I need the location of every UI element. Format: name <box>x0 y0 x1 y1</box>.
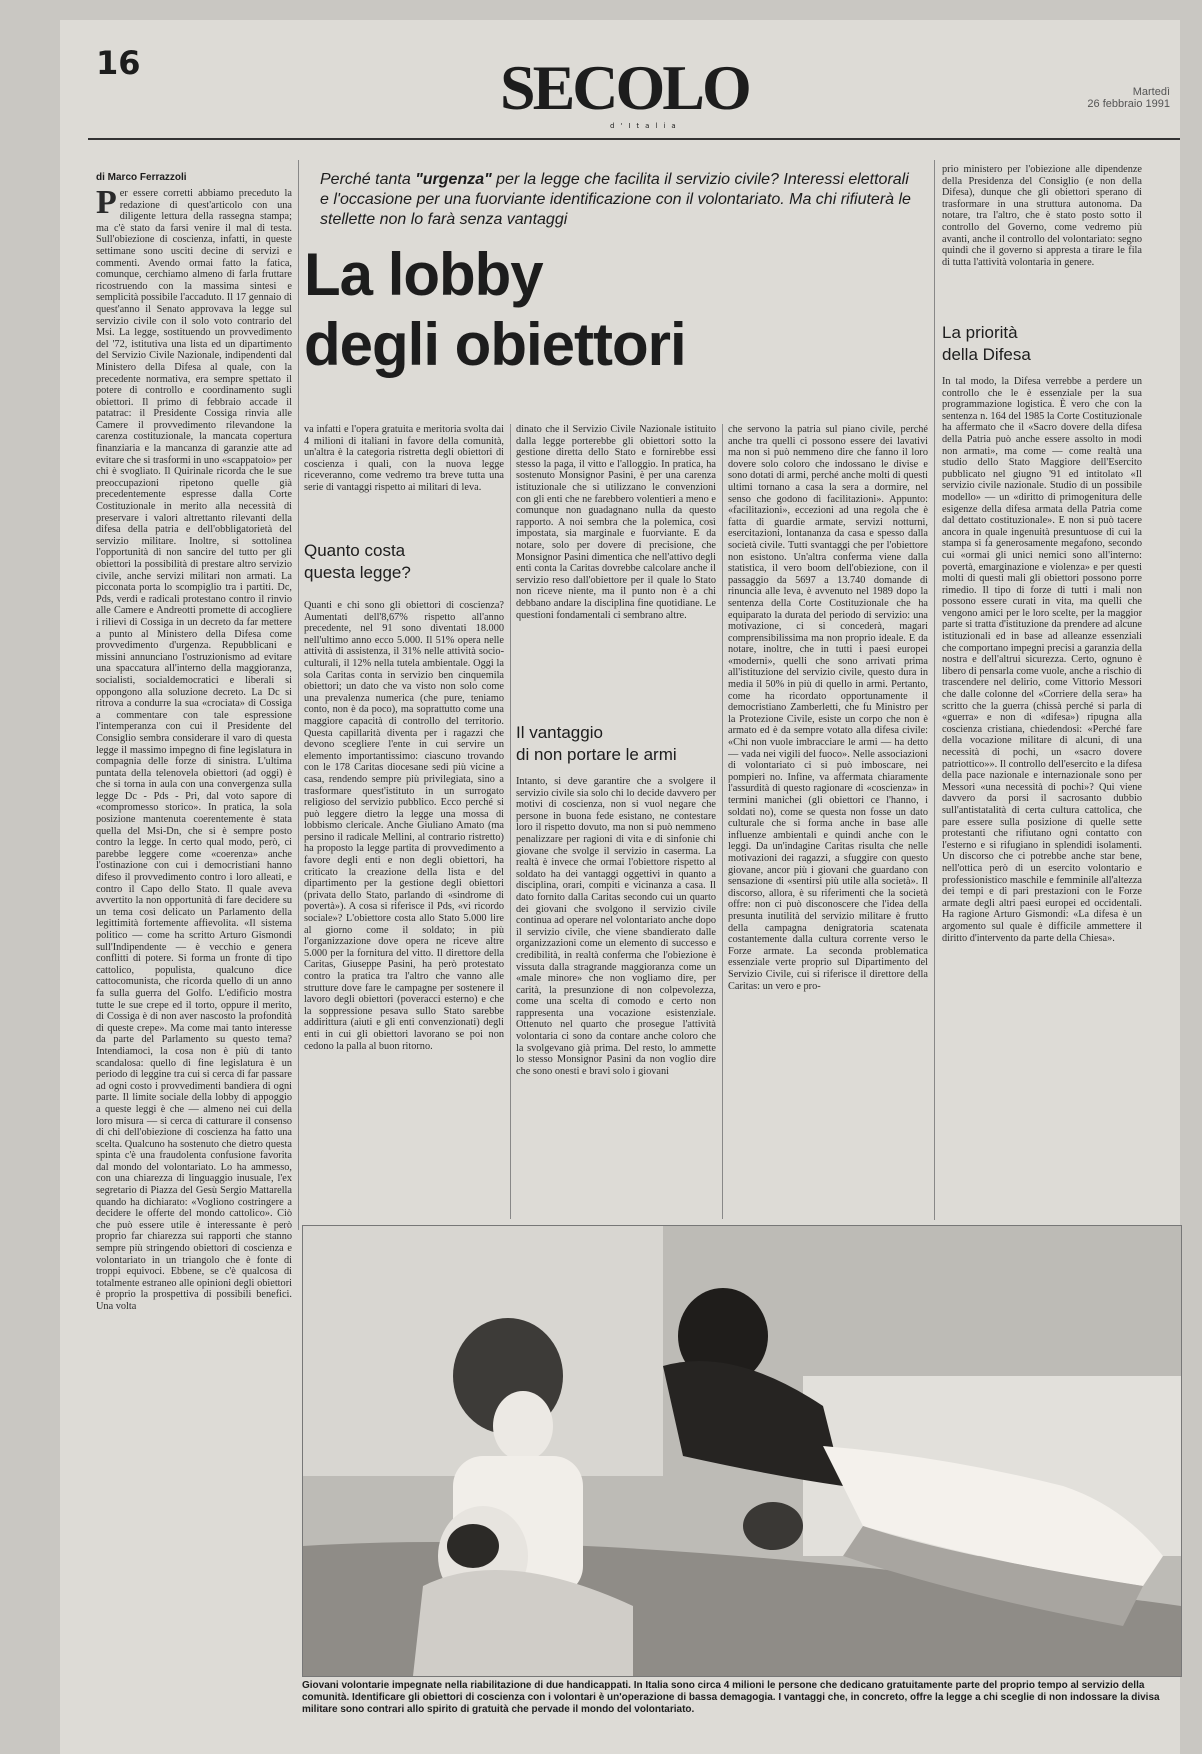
page-number: 16 <box>96 44 141 82</box>
article-column-5a: prio ministero per l'obiezione alle dipendenze della Presidenza del Consiglio (e non della Difesa), dunque che gli obiettori sperano di trasformare in una struttura autonoma. Da notare, tra l'altro, che è stato posto sotto il controllo del Governo, come vedremo più avanti, anche il controllo del volontariato: segno quindi che il governo si appresta a tirare le fila di tutta l'attività volontaria in genere. <box>942 164 1142 268</box>
article-column-3b: Intanto, si deve garantire che a svolgere il servizio civile sia solo chi lo decide davvero per motivi di coscienza, non si vuol negare che persone in buona fede esistano, ne contestare loro il rispetto dovuto, ma non si può nemmeno penalizzare per ragioni di vita e di sinfonie chi giovane che svolge il servizio in caserma. La realtà è invece che ormai l'obiettore rispetto al soldato ha dei vantaggi oggettivi in quanto a disciplina, orari, compiti e vicinanza a casa. Il dato fornito dalla Caritas secondo cui un quarto dei giovani che svolgono il servizio civile continua ad operare nel volontariato anche dopo il servizio civile, che viene sbandierato dalle organizzazioni come un elemento di successo e credibilità, in realtà conferma che l'obiezione è vissuta dalla stragrande maggioranza come un «male minore» che non vogliamo dire, per carità, la presunzione di non colpevolezza, come una scelta di comodo e certo non rappresenta una vocazione esistenziale. Ottenuto nel quarto che prosegue l'attività volontaria ci sono da contare anche coloro che la svolgevano già prima. Del resto, lo ammette lo stesso Monsignor Pasini da non voglio dire che sono onesti e bravi solo i giovani <box>516 776 716 1077</box>
subhead-priority-line-2: della Difesa <box>942 345 1031 364</box>
subhead-priority <box>942 322 1142 366</box>
subhead-advantage <box>516 722 726 766</box>
subhead-advantage-line-2: di non portare le armi <box>516 745 677 764</box>
deck-emphasis: "urgenza" <box>415 171 492 188</box>
drop-cap: P <box>96 188 117 221</box>
subhead-cost <box>304 540 504 584</box>
date-weekday: Martedì <box>1132 86 1170 98</box>
article-column-1 <box>96 188 292 1728</box>
column-divider <box>510 424 511 1219</box>
subhead-advantage-line-1: Il vantaggio <box>516 723 603 742</box>
headline-line-1: La lobby <box>304 241 543 308</box>
byline: di Marco Ferrazzoli <box>96 172 187 183</box>
article-deck <box>320 170 920 230</box>
column-1-text: er essere corretti abbiamo preceduto la redazione di quest'articolo con una diligente lettura della rassegna stampa; ma c'è stato da farsi venire il mal di testa. Sull'obiezione di coscienza, infatti, in queste settimane sono usciti decine di servizi e commenti. Avendo ormai fatto la fatica, comunque, cerchiamo almeno di farla fruttare ricostruendo con la massima sintesi e semplicità possibile l'accaduto. Il 17 gennaio di quest'anno il Senato approvava la legge sul servizio civile con il solo voto contrario del Msi. La legge, sostituendo un provvedimento del '72, istitutiva una lista ed un dipartimento del Servizio Civile Nazionale, indipendenti dal Ministero della Difesa al quale, con la precedente normativa, era sempre spettato il potere di controllo e coordinamento sugli obiettori. Il primo di febbraio accade il patatrac: il Presidente Cossiga rinvia alle Camere il provvedimento rilevandone la carenza costituzionale, la mancata copertura finanziaria e la mancanza di garanzie atte ad evitare che si trasformi in uno «scappatoio» per chi è svogliato. Il Quirinale ricorda che le sue preoccupazioni ripetono quelle già precedentemente espresse dalla Corte Costituzionale in merito alla necessità di preservare i valori altrettanto rilevanti della difesa della patria e dell'obbligatorietà del servizio militare. Inoltre, si sottolinea l'opportunità di non sancire del tutto per gli obiettori la possibilità di prestare altro servizio civile, anche servizi militari non armati. La picconata porta lo scompiglio tra i partiti. Dc, Pds, verdi e radicali protestano contro il rinvio alle Camere e Andreotti promette di accogliere i rilievi di Cossiga in un decreto da far mettere a punto al Ministero della Difesa come provvedimento d'urgenza. Repubblicani e missini annunciano l'ostruzionismo ad evitare una spaccatura all'interno della maggioranza, socialisti, socialdemocratici e liberali si oppongono alla soluzione decreto. La Dc si ritrova a condurre la sua «crociata» di Cossiga a commentare con tale espressione l'intemperanza con cui il Presidente del Consiglio sembra considerare il varo di questa legge il massimo impegno di fine legislatura in compagnia delle forze di sinistra. L'ultima puntata della telenovela obiettori (ad oggi) è che si torna in aula con una convergenza sulla legge Dc - Pds - Pri, dal voto sapore di «compromesso storico». In pratica, la sola posizione mantenuta coerentemente è stata quella del Msi-Dn, che si è sempre posto contro la legge. In certo qual modo, però, ci parebbe leggere come «coerenza» anche l'ostinazione con cui i democristiani hanno difeso il provvedimento contro i loro alleati, e contro il Capo dello Stato. Il quale aveva avvertito la non opportunità di fare decidere su un tema così delicato un Parlamento della legittimità fortemente affievolita. «Il sistema politico — come ha scritto Arturo Gismondi sull'Indipendente — è vecchio e genera conflitti di potere. Si forma un fronte di tipo cattolico, populista, qualcuno dice cattocomunista, che ricorda quello di un anno fa sulla guerra del Golfo. L'edificio mostra tutte le sue crepe ed il torto, oppure il merito, di Cossiga è di non aver nascosto la profondità di queste crepe». Ma come mai tanto interesse da parte del Parlamento su questo tema? Intendiamoci, la cosa non è più di tanto scandalosa: quello di fine legislatura è un periodo di leggine tra cui si cerca di far passare ad ogni costo i provvedimenti bandiera di ogni parte. Il limite sociale della lobby di appoggio a queste leggi è che — almeno nei cui della loro misura — si cerca di catturare il consenso di chi dell'obiezione di coscienza ha fatto una scelta. Qualcuno ha sostenuto che dietro questa spinta c'è una fraudolenta confusione favorita dal mondo del volontariato. Lo ha ammesso, con una chiarezza di linguaggio inusuale, l'ex segretario di Piazza del Gesù Sergio Mattarella quando ha dichiarato: «Vogliono costringere a decidere le offerte del mondo cattolico». Ciò che può essere utile è interessante è però proprio far chiarezza sui rapporti che stanno sempre più stringendo obiettori di coscienza e volontariato in un triangolo che è fonte di troppi equivoci. Ebbene, se c'è qualcosa di totalmente estraneo alle opinioni degli obiettori è proprio la prospettiva di possibili benefici. Una volta <box>96 188 292 1312</box>
article-column-4: che servono la patria sul piano civile, perché anche tra quelli ci possono essere dei lavativi ma non si può nemmeno dire che fanno il loro dovere solo coloro che indossano le divise e sono dotati di armi, perché anche molti di questi ultimi tornano a casa la sera a dormire, nel senso che godono di facilitazioni». Appunto: «facilitazioni», eccezioni ad una regola che è fatta di guardie armate, servizi notturni, esercitazioni, lontananza da casa e spesso dalla società civile. Tutti svantaggi che per l'obiettore non esistono. Un'altra conferma viene dalla statistica, il vero boom dell'obiezione, con il passaggio da 5697 a 13.740 domande di rinuncia alle leva, è avvenuto nel 1989 dopo la sentenza della Corte Costituzionale che ha equiparato la durata del periodo di servizio: una motivazione, ci si concederà, magari comprensibilissima ma non proprio ideale. E da notare, inoltre, che in tutti i paesi europei «moderni», quelli che sono arrivati prima all'istituzione del servizio civile, questo dura in media il 50% in più di quello in armi. Pertanto, come ha ricordato opportunamente il democristiano Zamberletti, che fu Ministro per la Protezione Civile, esiste un corpo che non è armato ed è da sempre votato alla difesa civile: «Chi non vuole imbracciare le armi — ha detto — vada nei vigili del fuoco». Nelle associazioni di volontariato ci si può imboscare, nei pompieri no. Infine, va affermata chiaramente l'assurdità di questo ragionare di «coscienza» in termini manichei (gli obiettori ce l'hanno, i soldati no), come se questa non fosse un dato culturale che si forma anche in base alle influenze ambientali e quindi anche con le leggi. Da un'indagine Caritas risulta che nelle motivazioni dei ragazzi, a sfuggire con questo giovane, ancor più i giovani che guardano con sensazione di «sentirsi più utile alla società». Il discorso, allora, è su riferimenti che la società offre: non ci può disconoscere che l'idea della presunta inutilità del servizio militare è frutto della campagna denigratoria scatenata costantemente dalla cultura corrente verso le Forze armate. La seconda problematica essenziale verte proprio sul Dipartimento del Servizio Civile, cui si riferisce il direttore della Caritas: un vero e pro- <box>728 424 928 992</box>
article-column-3a: dinato che il Servizio Civile Nazionale istituito dalla legge porterebbe gli obiettori sotto la gestione diretta dello Stato e fornirebbe essi stesso la paga, il vitto e l'alloggio. In pratica, ha sostenuto Monsignor Pasini, è per una carenza istituzionale che si utilizzano le convenzioni con gli enti che ne farebbero volentieri a meno e comunque non guadagnano nulla da questo rapporto. A noi sembra che la polemica, così impostata, sia marginale e fuorviante. E da notare, solo per dovere di precisione, che Monsignor Pasini dimentica che nell'attivo degli enti conta la Caritas dovrebbe calcolare anche il servizio reso dall'obiettore per il quale lo Stato non riceve niente, ma il punto non è a chi debbano andare la disciplina fine quotidiane. Le questioni fondamentali ci sembrano altre. <box>516 424 716 621</box>
masthead-subtitle: d'Italia <box>610 122 682 130</box>
subhead-cost-line-2: questa legge? <box>304 563 411 582</box>
headline-line-2: degli obiettori <box>304 311 686 378</box>
column-divider <box>298 160 299 1230</box>
column-divider <box>722 424 723 1219</box>
photo-volunteers-icon <box>303 1226 1181 1676</box>
deck-text: per la legge che facilita il servizio civile? Interessi elettorali e l'occasione per una fuorviante identificazione con il volontariato. Ma chi rifiuterà le stellette non lo farà senza vantaggi <box>320 171 911 228</box>
subhead-priority-line-1: La priorità <box>942 323 1018 342</box>
deck-lead: Perché tanta <box>320 171 411 188</box>
dateline <box>1060 86 1170 110</box>
photo-caption: Giovani volontarie impegnate nella riabilitazione di due handicappati. In Italia sono circa 4 milioni le persone che dedicano gratuitamente parte del proprio tempo al servizio della comunità. Identificare gli obiettori di coscienza con i volontari è un'operazione di bassa demagogia. I vantaggi che, in concreto, offre la legge a chi sceglie di non indossare la divisa militare sono contrari allo spirito di gratuità che pervade il mondo del volontariato. <box>302 1680 1160 1715</box>
article-column-2a: va infatti e l'opera gratuita e meritoria svolta dai 4 milioni di italiani in favore della comunità, un'altra è la categoria ristretta degli obiettori di coscienza i quali, con la nuova legge riceveranno, come vedremo tra breve tutta una serie di vantaggi rispetto ai militari di leva. <box>304 424 504 493</box>
article-photo <box>302 1225 1182 1677</box>
article-column-2b: Quanti e chi sono gli obiettori di coscienza? Aumentati dell'8,67% rispetto all'anno precedente, nel 91 sono diventati 18.000 nell'ultimo anno ecco 5.000. Il 51% opera nelle attività di assistenza, il 31% nelle attività socio-culturali, il 12% nella tutela ambientale. Oggi la sola Caritas conta in servizio ben cinquemila obiettori; un dato che va visto non solo come una prevalenza numerica (che pure, teniamo conto, non è da poco), ma soprattutto come una maggiore capacità di controllo del territorio. Questa capillarità diventa per i ragazzi che devono scegliere l'ente in cui servire un elemento importantissimo: ciascuno trovando con le 178 Caritas diocesane sedi più vicine a casa, rendendo sempre più privilegiata, sino a trasformare quest'istituto in un surrogato religioso del servizio pubblico. Ecco perché si può leggere dietro la legge una mossa di lobbismo clericale. Anche Giuliano Amato (ma persino il radicale Mellini, al contrario ristretto) ha proposto la legge partita di provvedimento a favore degli enti e non degli obiettori, ha criticato la creazione della lista e del dipartimento per la gestione degli obiettori (privata dello Stato, parlando di «sindrome di povertà»). A cosa si riferisce il Pds, «vi ricordo sociale»? L'obiettore costa allo Stato 5.000 lire al giorno come il soldato; in più l'organizzazione dove opera ne riceve altre 5.000 per la fornitura del vitto. Il direttore della Caritas, Giuseppe Pasini, ha però protestato contro la pratica tra l'altro che vanno alle strutture dove fare le campagne per sostenere il lavoro degli obiettori (poveracci esterno) e che la soppressione pesava sullo Stato sarebbe addirittura (aiuti e gli enti convenzionati) degli enti in cui gli obiettori lavorano se poi non cedono la palla al buon ritorno. <box>304 600 504 1052</box>
article-column-5b: In tal modo, la Difesa verrebbe a perdere un controllo che le è essenziale per la sua programmazione logistica. È vero che con la sentenza n. 164 del 1985 la Corte Costituzionale ha affermato che il «Sacro dovere della difesa della Patria può anche essere assolto in modi non armati», ma come — come realtà una studio dello Stato Maggiore dell'Esercito pubblicato nel giugno '91 ed intitolato «Il servizio civile nazionale. Studio di un possibile modello» — un «diritto di primogenitura delle esigenze della difesa armata della Patria come dal dettato costituzionale». E non si può tacere ancora in quale ingenuità presuntuose di cui la stampa si fa generosamente megafono, secondo cui «ormai gli unici nemici sono all'interno: povertà, emarginazione e violenza» e per questi molti di questi mali gli obiettori possono porre rimedio. Il tipo di forze di tutti i mali non possono essere curati in vita, ma quelli che vengono amici per le loro scelte, per la maggior parte si tratta d'istituzione da prendere ad alcune istituzionali ed in base ad alleanze essenziali che comportano impegni precisi a garanzia della nostra e dell'altrui sicurezza. Certo, ognuno è libero di pensarla come vuole, anche a rischio di trascendere nel delirio, come Vittorio Messori che dalle colonne del «Corriere della sera» ha scritto che la guerra (chissà perché si parla di «guerra» e non di «difesa») ripugna alla coscienza cristiana, chiedendosi: «Perché fare della vocazione militare di alcuni, di una necessità di pochi, un «sacro dovere patriottico»». Il controllo dell'esercito e la difesa della pace nazionale e internazionale sono per Messori «una necessità di pochi»? Qui viene davvero da porsi il sacrosanto dubbio sull'antistatalità di certa cultura cattolica, che pare essere sulla posizione di quelle sette protestanti che rifiutano ogni contatto con l'esterno e si rifugiano in splendidi isolamenti. Un discorso che ci potrebbe anche star bene, nell'ottica però di un esercito volontario e professionistico maschile e femminile all'altezza dei tempi e di pari prestazioni con le Forze armate degli altri paesi europei ed occidentali. Ha ragione Arturo Gismondi: «La difesa è un argomento sul quale è difficile ammettere il diritto d'intervento da parte della Chiesa». <box>942 376 1142 944</box>
date-full: 26 febbraio 1991 <box>1087 98 1170 110</box>
subhead-cost-line-1: Quanto costa <box>304 541 406 560</box>
column-divider <box>934 160 935 1220</box>
top-rule <box>88 138 1180 140</box>
masthead: SECOLO <box>500 52 749 123</box>
headline <box>304 240 724 380</box>
